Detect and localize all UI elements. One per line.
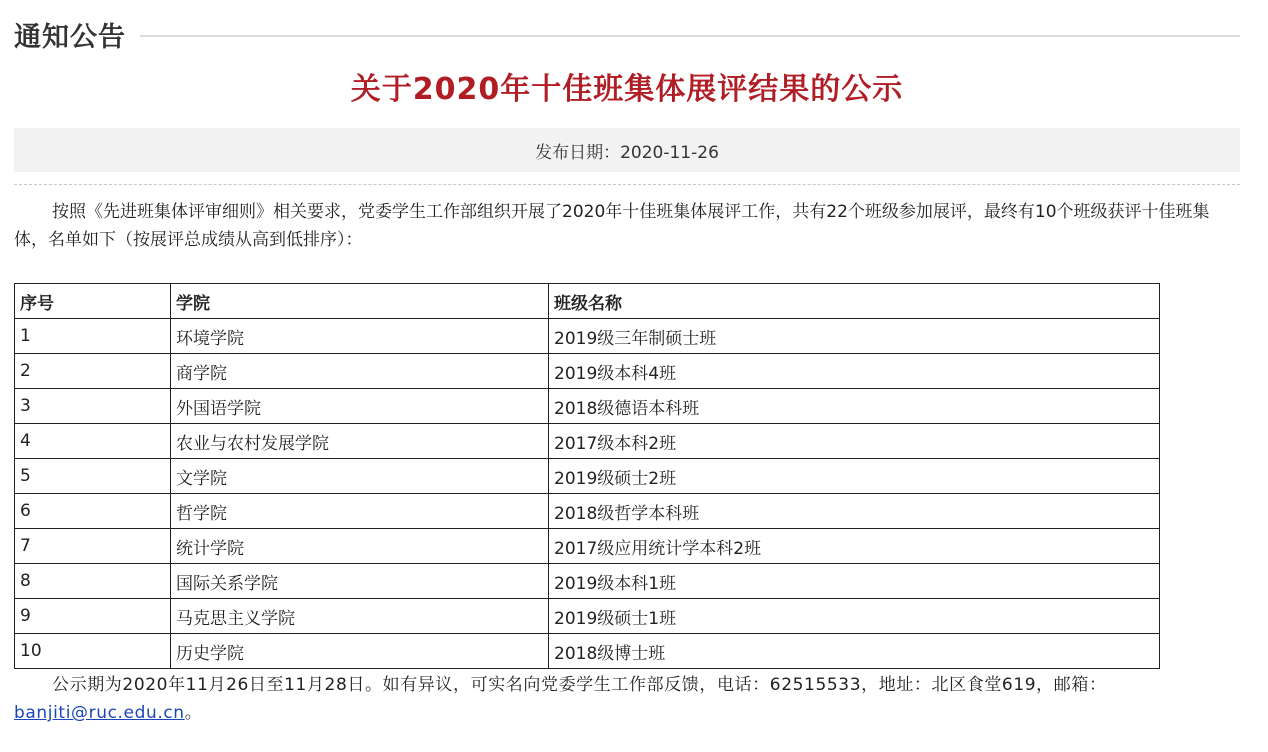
section-title: 通知公告	[14, 21, 126, 53]
email-link[interactable]: banjiti@ruc.edu.cn	[14, 703, 185, 723]
notice-text: 公示期为2020年11月26日至11月28日。如有异议，可实名向党委学生工作部反馈，电话：62515533，地址：北区食堂619，邮箱：	[52, 675, 1107, 695]
header-index: 序号	[15, 284, 171, 319]
section-header	[14, 14, 1240, 54]
dashed-divider	[14, 184, 1240, 185]
cell-index: 3	[15, 389, 171, 424]
section-divider	[140, 35, 1240, 37]
cell-index: 5	[15, 459, 171, 494]
cell-school: 马克思主义学院	[171, 599, 549, 634]
cell-school: 商学院	[171, 354, 549, 389]
table-row	[15, 599, 1160, 634]
notice-end: 。	[184, 703, 203, 723]
table-row	[15, 424, 1160, 459]
table-row	[15, 564, 1160, 599]
cell-school: 哲学院	[171, 494, 549, 529]
cell-index: 9	[15, 599, 171, 634]
article-title: 关于2020年十佳班集体展评结果的公示	[350, 72, 904, 107]
cell-class-name: 2019级三年制硕士班	[549, 319, 1160, 354]
table-row	[15, 634, 1160, 669]
cell-school: 统计学院	[171, 529, 549, 564]
header-school: 学院	[171, 284, 549, 319]
table-row	[15, 529, 1160, 564]
table-row	[15, 319, 1160, 354]
cell-class-name: 2018级德语本科班	[549, 389, 1160, 424]
cell-class-name: 2019级硕士1班	[549, 599, 1160, 634]
intro-paragraph: 按照《先进班集体评审细则》相关要求，党委学生工作部组织开展了2020年十佳班集体展评工作，共有22个班级参加展评，最终有10个班级获评十佳班集体，名单如下（按展评总成绩从高到低排序）：	[14, 202, 1210, 250]
table-row	[15, 494, 1160, 529]
cell-index: 10	[15, 634, 171, 669]
table-header-row	[15, 284, 1160, 319]
notice-paragraph	[14, 671, 1240, 727]
table-row	[15, 354, 1160, 389]
cell-index: 6	[15, 494, 171, 529]
header-class-name: 班级名称	[549, 284, 1160, 319]
cell-index: 4	[15, 424, 171, 459]
cell-school: 外国语学院	[171, 389, 549, 424]
cell-index: 8	[15, 564, 171, 599]
cell-class-name: 2019级本科1班	[549, 564, 1160, 599]
cell-school: 环境学院	[171, 319, 549, 354]
cell-class-name: 2019级本科4班	[549, 354, 1160, 389]
publish-date: 发布日期：2020-11-26	[535, 142, 719, 163]
cell-index: 2	[15, 354, 171, 389]
cell-school: 国际关系学院	[171, 564, 549, 599]
cell-school: 文学院	[171, 459, 549, 494]
cell-class-name: 2017级本科2班	[549, 424, 1160, 459]
publish-date-bar	[14, 128, 1240, 172]
cell-index: 1	[15, 319, 171, 354]
cell-class-name: 2017级应用统计学本科2班	[549, 529, 1160, 564]
table-row	[15, 389, 1160, 424]
cell-school: 历史学院	[171, 634, 549, 669]
cell-school: 农业与农村发展学院	[171, 424, 549, 459]
cell-index: 7	[15, 529, 171, 564]
table-row	[15, 459, 1160, 494]
cell-class-name: 2019级硕士2班	[549, 459, 1160, 494]
results-table	[14, 283, 1160, 669]
cell-class-name: 2018级博士班	[549, 634, 1160, 669]
cell-class-name: 2018级哲学本科班	[549, 494, 1160, 529]
